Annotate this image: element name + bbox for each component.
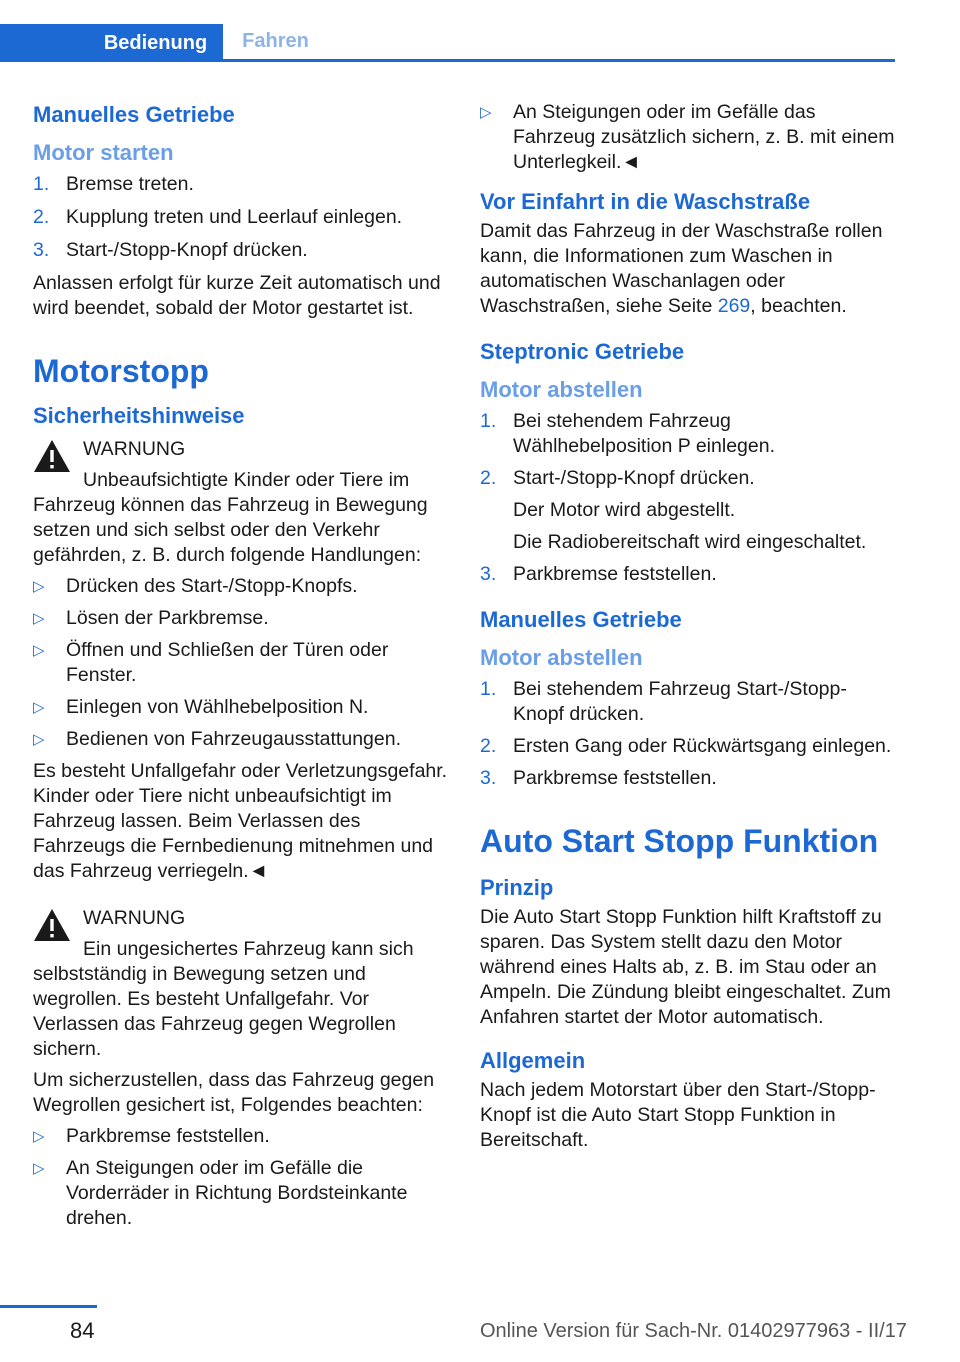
- step-number: 3.: [480, 563, 497, 585]
- list-item: [480, 734, 895, 759]
- step-text: Start-/Stopp-Knopf drücken.: [513, 467, 755, 489]
- heading-motor-abstellen: Motor abstellen: [480, 377, 643, 402]
- triangle-bullet-icon: ▷: [33, 731, 45, 748]
- warning-text-2: [33, 937, 448, 1062]
- list-item: [33, 172, 448, 197]
- steptronic-steps-list: [480, 409, 895, 587]
- list-item: [33, 606, 448, 631]
- warning-title: WARNUNG: [83, 438, 186, 460]
- paragraph-prinzip: Die Auto Start Stopp Funktion hilft Kraftstoff zu sparen. Das System stellt dazu den Motor während eines Halts ab, z. B. im Stau oder an Ampeln. Die Zündung bleibt eingeschaltet. Zum Anfahren startet der Motor automatisch.: [480, 906, 891, 1028]
- paragraph-anlassen: Anlassen erfolgt für kurze Zeit automatisch und wird beendet, sobald der Motor gestartet ist.: [33, 272, 441, 319]
- warning-text-1: [33, 468, 448, 568]
- sichern-list: [33, 1124, 448, 1231]
- triangle-bullet-icon: ▷: [33, 1128, 45, 1145]
- heading-steptronic: Steptronic Getriebe: [480, 339, 685, 364]
- paragraph-sicherstellen: Um sicherzustellen, dass das Fahrzeug gegen Wegrollen gesichert ist, Folgendes beachten:: [33, 1069, 435, 1116]
- start-steps-list: [33, 172, 448, 263]
- heading-prinzip: Prinzip: [480, 875, 554, 900]
- handlungen-list: [33, 574, 448, 752]
- heading-manuelles-getriebe: Manuelles Getriebe: [480, 607, 682, 632]
- heading-motor-starten: Motor starten: [33, 140, 174, 165]
- footer-rule: [0, 1305, 97, 1308]
- heading-motorstopp: Motorstopp: [33, 353, 209, 389]
- list-item: [480, 677, 895, 727]
- step-text: Ersten Gang oder Rückwärtsgang einlegen.: [513, 735, 892, 757]
- heading-auto-start-stopp: Auto Start Stopp Funktion: [480, 823, 879, 859]
- page-number: 84: [70, 1318, 95, 1343]
- list-item: [480, 466, 895, 555]
- step-number: 2.: [480, 467, 497, 489]
- heading-manuelles-getriebe: Manuelles Getriebe: [33, 102, 235, 127]
- step-number: 1.: [480, 678, 497, 700]
- step-number: 3.: [33, 239, 50, 261]
- triangle-bullet-icon: ▷: [33, 578, 45, 595]
- bullet-text: Öffnen und Schließen der Türen oder Fenster.: [66, 639, 389, 686]
- list-item: [33, 727, 448, 752]
- warning-block-2: [33, 904, 448, 931]
- footer-note: Online Version für Sach-Nr. 01402977963 - II/17: [480, 1320, 907, 1342]
- triangle-bullet-icon: ▷: [33, 1160, 45, 1177]
- tab-fahren[interactable]: Fahren: [242, 30, 309, 52]
- bullet-text: Parkbremse feststellen.: [66, 1125, 270, 1147]
- bullet-text: Lösen der Parkbremse.: [66, 607, 269, 629]
- heading-motor-abstellen: Motor abstellen: [480, 645, 643, 670]
- bullet-text: Drücken des Start-/Stopp-Knopfs.: [66, 575, 358, 597]
- heading-waschstrasse: Vor Einfahrt in die Waschstraße: [480, 189, 811, 214]
- list-item: [480, 766, 895, 791]
- triangle-bullet-icon: ▷: [33, 699, 45, 716]
- warning-title: WARNUNG: [83, 907, 186, 929]
- wash-text-end: , beachten.: [750, 295, 847, 317]
- step-text: Kupplung treten und Leerlauf einlegen.: [66, 206, 403, 228]
- list-item: [33, 574, 448, 599]
- bullet-text: Einlegen von Wählhebelposition N.: [66, 696, 369, 718]
- step-text: Bei stehendem Fahrzeug Start-/Stopp-Knopf drücken.: [513, 678, 847, 725]
- wash-text: Damit das Fahrzeug in der Waschstraße rollen kann, die Informationen zum Waschen in automatischen Waschanlagen oder Waschstraßen, siehe Seite: [480, 220, 883, 317]
- bullet-text: An Steigungen oder im Gefälle die Vorderräder in Richtung Bordsteinkante drehen.: [66, 1157, 408, 1229]
- list-item: [33, 1124, 448, 1149]
- heading-allgemein: Allgemein: [480, 1048, 586, 1073]
- paragraph-waschstrasse: [480, 219, 895, 319]
- manual-steps-list: [480, 677, 895, 791]
- step-text: Start-/Stopp-Knopf drücken.: [66, 239, 308, 261]
- step-text: Parkbremse feststellen.: [513, 563, 717, 585]
- warning-body: Ein ungesichertes Fahrzeug kann sich selbstständig in Bewegung setzen und wegrollen. Es besteht Unfallgefahr. Vor Verlassen das Fahrzeug gegen Wegrollen sichern.: [33, 938, 414, 1060]
- step-number: 2.: [33, 206, 50, 228]
- header-bar: [0, 0, 895, 62]
- warning-block-1: [33, 435, 448, 462]
- list-item: [480, 562, 895, 587]
- triangle-bullet-icon: ▷: [33, 642, 45, 659]
- page-link-269[interactable]: 269: [717, 295, 751, 317]
- header-rule: [0, 59, 895, 62]
- warning-end-1: Es besteht Unfallgefahr oder Verletzungsgefahr. Kinder oder Tiere nicht unbeaufsichtigt im Fahrzeug lassen. Beim Verlassen des Fahrzeugs die Fernbedienung mitnehmen und das Fahrzeug verriegeln.◄: [33, 760, 448, 882]
- tab-bedienung[interactable]: Bedienung: [0, 24, 223, 62]
- step-number: 1.: [480, 410, 497, 432]
- step-subtext: Die Radiobereitschaft wird eingeschaltet.: [513, 531, 867, 553]
- warning-triangle-icon: [33, 439, 71, 473]
- step-text: Parkbremse feststellen.: [513, 767, 717, 789]
- step-number: 2.: [480, 735, 497, 757]
- list-item: [33, 205, 448, 230]
- step-number: 1.: [33, 173, 50, 195]
- step-text: Bremse treten.: [66, 173, 194, 195]
- warning-triangle-icon: [33, 908, 71, 942]
- step-number: 3.: [480, 767, 497, 789]
- list-item: [33, 695, 448, 720]
- step-subtext: Der Motor wird abgestellt.: [513, 499, 736, 521]
- paragraph-allgemein: Nach jedem Motorstart über den Start-/Stopp-Knopf ist die Auto Start Stopp Funktion in Bereitschaft.: [480, 1079, 876, 1151]
- list-item: [480, 409, 895, 459]
- list-item: [33, 238, 448, 263]
- step-text: Bei stehendem Fahrzeug Wählhebelposition P einlegen.: [513, 410, 775, 457]
- warning-body: Unbeaufsichtigte Kinder oder Tiere im Fahrzeug können das Fahrzeug in Bewegung setzen und sich selbst oder den Verkehr gefährden, z. B. durch folgende Handlungen:: [33, 469, 428, 566]
- bullet-text: An Steigungen oder im Gefälle das Fahrzeug zusätzlich sichern, z. B. mit einem Unterlegkeil.◄: [513, 101, 895, 173]
- list-item: [33, 1156, 448, 1231]
- triangle-bullet-icon: ▷: [480, 104, 492, 121]
- list-item: [480, 100, 895, 175]
- triangle-bullet-icon: ▷: [33, 610, 45, 627]
- right-column: [480, 100, 895, 1153]
- left-column: [33, 100, 448, 1231]
- heading-sicherheitshinweise: Sicherheitshinweise: [33, 403, 245, 428]
- bullet-text: Bedienen von Fahrzeugausstattungen.: [66, 728, 401, 750]
- list-item: [33, 638, 448, 688]
